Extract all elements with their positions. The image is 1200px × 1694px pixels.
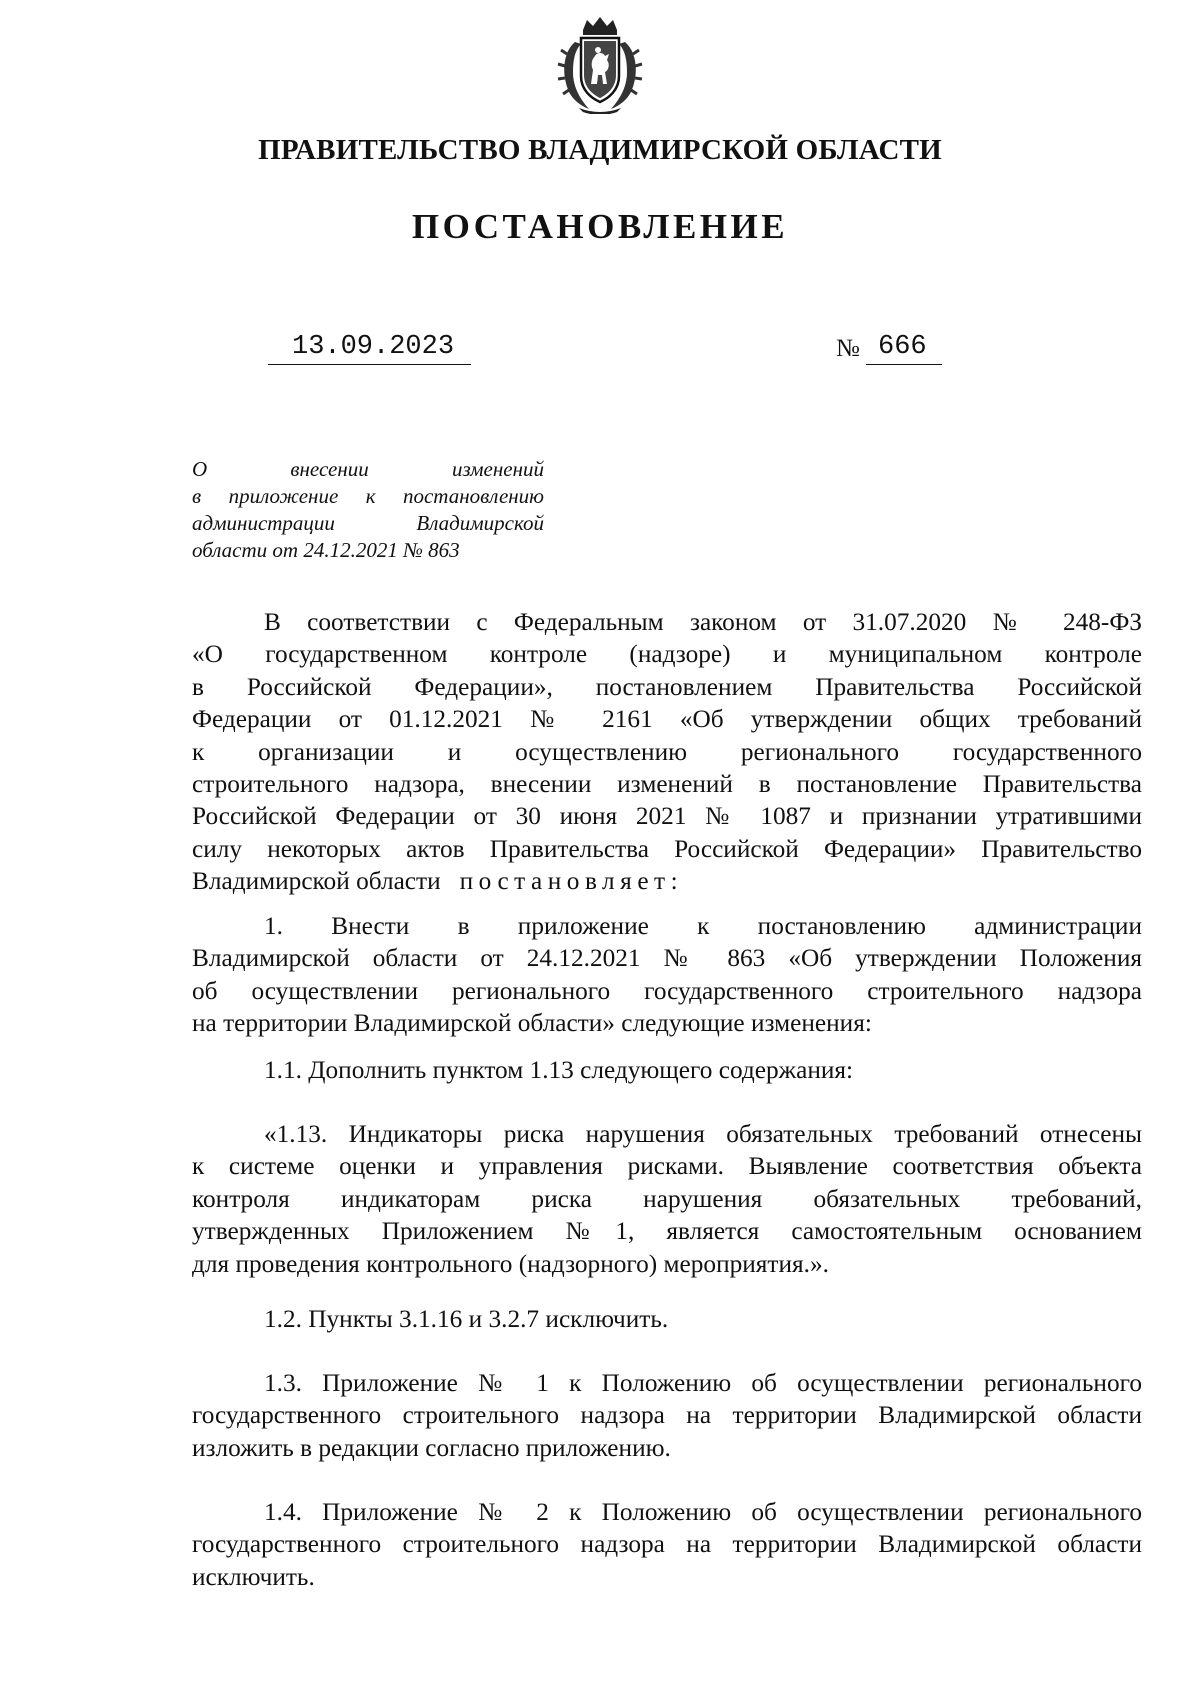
coat-of-arms-emblem	[553, 14, 647, 114]
subject-line: О внесении изменений	[192, 457, 544, 481]
document-type-title: ПОСТАНОВЛЕНИЕ	[411, 207, 789, 246]
paragraph-line: к организации и осуществлению регионального государственного	[192, 737, 1142, 766]
paragraph-line: об осуществлении регионального государственного строительного надзора	[192, 976, 1142, 1005]
paragraph-line	[192, 865, 1142, 897]
item-1-4-paragraph	[192, 1496, 1142, 1593]
paragraph-line: изложить в редакции согласно приложению.	[192, 1433, 671, 1462]
resolves-word: постановляет:	[459, 867, 684, 896]
paragraph-line: утвержденных Приложением №1, является самостоятельным основанием	[192, 1217, 1142, 1246]
item-1-2-paragraph	[192, 1303, 1142, 1335]
document-number-label: №	[836, 335, 860, 362]
item-1-13-quote-paragraph	[192, 1118, 1142, 1280]
subject-line: администрации Владимирской	[192, 511, 544, 535]
paragraph-line: в Российской Федерации», постановлением Правительства Российской	[192, 672, 1142, 701]
paragraph-line: государственного строительного надзора на территории Владимирской области	[192, 1530, 1142, 1559]
paragraph-line: «1.13. Индикаторы риска нарушения обязательных требований отнесены	[264, 1120, 1142, 1148]
paragraph-line: Владимирской области от 24.12.2021 № 863 «Об утверждении Положения	[192, 944, 1142, 973]
paragraph-line: исключить.	[192, 1562, 315, 1591]
paragraph-line: 1.4. Приложение № 2 к Положению об осуществлении регионального	[264, 1498, 1142, 1526]
preamble-region: Владимирской области	[192, 867, 441, 896]
document-number: 666	[866, 332, 942, 365]
paragraph-line: на территории Владимирской области» следующие изменения:	[192, 1009, 872, 1038]
item-1-paragraph	[192, 910, 1142, 1040]
document-subject	[192, 456, 544, 564]
preamble-paragraph	[192, 606, 1142, 898]
paragraph-line: государственного строительного надзора на территории Владимирской области	[192, 1401, 1142, 1430]
paragraph-line: 1.2. Пункты 3.1.16 и 3.2.7 исключить.	[264, 1305, 669, 1333]
paragraph-line: В соответствии с Федеральным законом от 31.07.2020 № 248-ФЗ	[264, 608, 1142, 636]
paragraph-line: для проведения контрольного (надзорного) мероприятия.».	[192, 1249, 829, 1278]
document-date: 13.09.2023	[268, 332, 471, 365]
government-title: ПРАВИТЕЛЬСТВО ВЛАДИМИРСКОЙ ОБЛАСТИ	[258, 134, 942, 166]
item-1-3-paragraph	[192, 1367, 1142, 1464]
paragraph-line: Российской Федерации от 30 июня 2021 № 1087 и признании утратившими	[192, 802, 1142, 831]
subject-line: в приложение к постановлению	[192, 484, 544, 508]
item-1-1-paragraph	[192, 1054, 1142, 1086]
paragraph-line: Федерации от 01.12.2021 № 2161 «Об утверждении общих требований	[192, 705, 1142, 734]
paragraph-line: к системе оценки и управления рисками. Выявление соответствия объекта	[192, 1152, 1142, 1181]
paragraph-line: 1.3. Приложение № 1 к Положению об осуществлении регионального	[264, 1369, 1142, 1397]
subject-line: области от 24.12.2021 № 863	[192, 538, 460, 562]
paragraph-line: 1. Внести в приложение к постановлению администрации	[264, 912, 1142, 940]
paragraph-line: «О государственном контроле (надзоре) и муниципальном контроле	[192, 640, 1142, 669]
paragraph-line: 1.1. Дополнить пунктом 1.13 следующего содержания:	[264, 1056, 854, 1084]
paragraph-line: контроля индикаторам риска нарушения обязательных требований,	[192, 1184, 1142, 1213]
paragraph-line: силу некоторых актов Правительства Российской Федерации» Правительство	[192, 834, 1142, 863]
paragraph-line: строительного надзора, внесении изменений в постановление Правительства	[192, 770, 1142, 799]
